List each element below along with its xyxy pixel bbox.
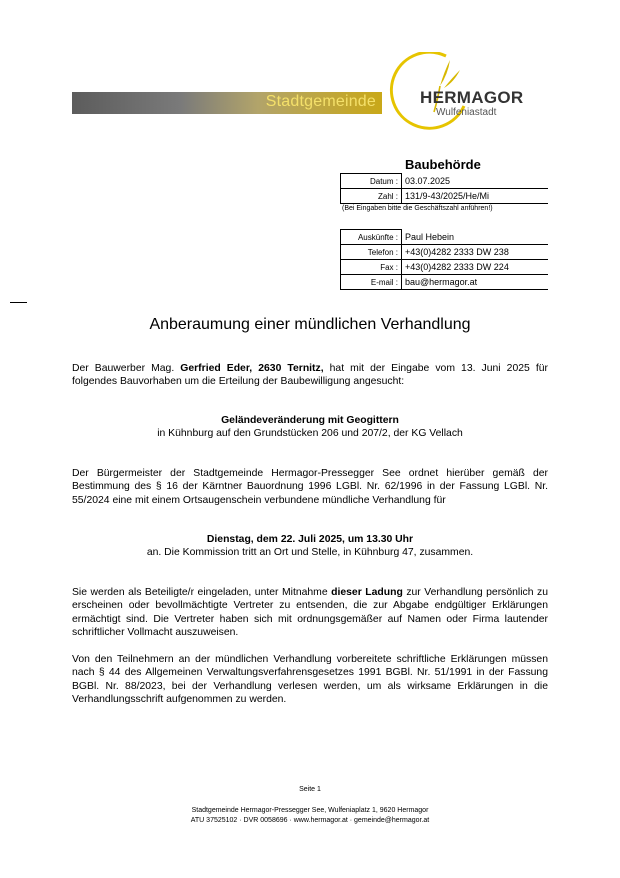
reference-label: Zahl : <box>341 189 402 204</box>
document-title: Anberaumung einer mündlichen Verhandlung <box>149 316 471 333</box>
date-label: Datum : <box>341 174 402 189</box>
table-row <box>341 260 549 275</box>
invite-paragraph <box>72 586 548 640</box>
reference-note: (Bei Eingaben bitte die Geschäftszahl anführen!) <box>342 205 493 212</box>
invite-text: zur Verhandlung persönlich zu erscheinen oder bevollmächtigte Vertreter zu entsenden, die zur Abgabe endgültiger Erklärungen ermächtigt sind. Die Vertreter haben sich mit ordnungsgemäßer auf Namen oder Firma lautender schriftlicher Vollmacht auszuweisen. <box>72 587 548 639</box>
banner-text: Stadtgemeinde <box>265 93 376 110</box>
table-row <box>341 174 549 189</box>
header-banner <box>72 92 382 114</box>
table-row <box>341 230 549 245</box>
date-value: 03.07.2025 <box>402 174 549 189</box>
footer-contact: ATU 37525102 · DVR 0058696 · www.hermagor.at · gemeinde@hermagor.at <box>190 817 430 824</box>
meeting-place: an. Die Kommission tritt an Ort und Stelle, in Kühnburg 47, zusammen. <box>146 547 474 558</box>
logo-title: HERMAGOR <box>420 88 524 107</box>
order-paragraph: Der Bürgermeister der Stadtgemeinde Hermagor-Pressegger See ordnet hierüber gemäß der Bestimmung des § 16 der Kärntner Bauordnung 1996 LGBl. Nr. 62/1996 in der Fassung LGBl. Nr. 55/2024 eine mit einem Ortsaugenschein verbundene mündliche Verhandlung für <box>72 468 548 506</box>
intro-text: hat mit der Eingabe vom 13. Juni 2025 für folgendes Bauvorhaben um die Erteilung der Baubewilligung angesucht: <box>72 363 548 388</box>
authority-name: Baubehörde <box>405 157 481 172</box>
project-title: Geländeveränderung mit Geogittern <box>221 415 399 426</box>
phone-value: +43(0)4282 2333 DW 238 <box>402 245 549 260</box>
table-row <box>341 275 549 290</box>
reference-table <box>340 173 548 204</box>
fold-mark <box>10 302 27 303</box>
table-row <box>341 189 549 204</box>
contact-person-value: Paul Hebein <box>402 230 549 245</box>
phone-label: Telefon : <box>341 245 402 260</box>
meeting-date: Dienstag, dem 22. Juli 2025, um 13.30 Uhr <box>206 534 414 545</box>
email-label: E-mail : <box>341 275 402 290</box>
project-location: in Kühnburg auf den Grundstücken 206 und 207/2, der KG Vellach <box>157 428 463 439</box>
email-value[interactable]: bau@hermagor.at <box>402 275 549 290</box>
fax-label: Fax : <box>341 260 402 275</box>
page-number: Seite 1 <box>299 786 321 793</box>
invite-emphasis: dieser Ladung <box>331 587 403 598</box>
table-row <box>341 245 549 260</box>
intro-paragraph <box>72 362 548 389</box>
intro-text: Der Bauwerber Mag. <box>72 363 181 374</box>
contact-table <box>340 229 548 290</box>
fax-value: +43(0)4282 2333 DW 224 <box>402 260 549 275</box>
invite-text: Sie werden als Beteiligte/r eingeladen, unter Mitnahme <box>72 587 332 598</box>
logo-subtitle: Wulfeniastadt <box>436 107 497 118</box>
contact-person-label: Auskünfte : <box>341 230 402 245</box>
statements-paragraph: Von den Teilnehmern an der mündlichen Verhandlung vorbereitete schriftliche Erklärungen müssen nach § 44 des Allgemeinen Verwaltungsverfahrensgesetzes 1991 BGBl. Nr. 51/1991 in der Fassung BGBl. Nr. 88/2023, bei der Verhandlung verlesen werden, um als wirksame Erklärungen in die Verhandlungsschrift aufgenommen zu werden. <box>72 654 548 706</box>
applicant-name: Gerfried Eder, 2630 Ternitz, <box>180 363 324 374</box>
reference-value: 131/9-43/2025/He/Mi <box>402 189 549 204</box>
footer-address: Stadtgemeinde Hermagor-Pressegger See, Wulfeniaplatz 1, 9620 Hermagor <box>191 807 429 814</box>
